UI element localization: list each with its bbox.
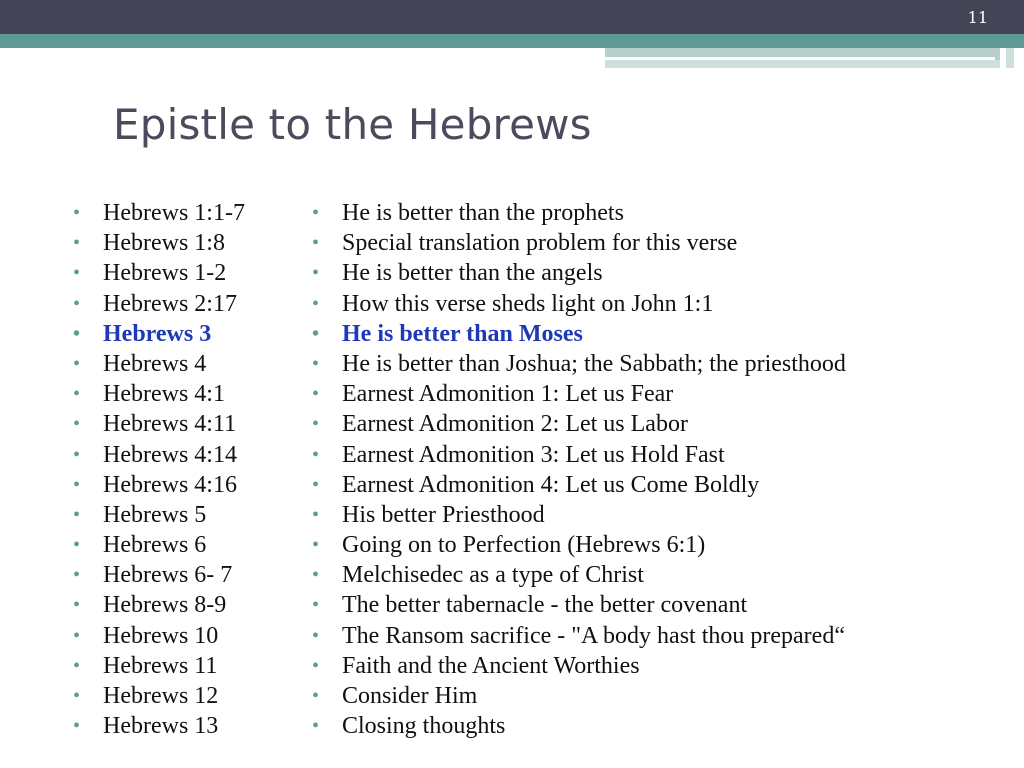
reference-item: • Hebrews 12 xyxy=(73,681,245,711)
topic-item: • He is better than the prophets xyxy=(312,198,846,228)
decorative-stripe xyxy=(605,60,1000,68)
topic-item: • How this verse sheds light on John 1:1 xyxy=(312,289,846,319)
reference-list xyxy=(73,198,245,741)
accent-band xyxy=(0,34,1024,48)
topic-item: • Earnest Admonition 4: Let us Come Boldly xyxy=(312,470,846,500)
page-number: 11 xyxy=(967,8,988,27)
reference-item: • Hebrews 6 xyxy=(73,530,245,560)
slide-title: Epistle to the Hebrews xyxy=(113,100,592,149)
topic-item: • He is better than the angels xyxy=(312,258,846,288)
decorative-stripe xyxy=(1006,48,1014,68)
reference-item: • Hebrews 4 xyxy=(73,349,245,379)
reference-item: • Hebrews 13 xyxy=(73,711,245,741)
topic-item: • He is better than Joshua; the Sabbath; the priesthood xyxy=(312,349,846,379)
topic-item: • Faith and the Ancient Worthies xyxy=(312,651,846,681)
topic-item: • Closing thoughts xyxy=(312,711,846,741)
reference-item: • Hebrews 4:14 xyxy=(73,440,245,470)
reference-item: • Hebrews 11 xyxy=(73,651,245,681)
decorative-stripe xyxy=(605,48,995,57)
topic-item: • Earnest Admonition 2: Let us Labor xyxy=(312,409,846,439)
topic-item: • Earnest Admonition 1: Let us Fear xyxy=(312,379,846,409)
reference-item: • Hebrews 6- 7 xyxy=(73,560,245,590)
topic-item: • Melchisedec as a type of Christ xyxy=(312,560,846,590)
reference-item: • Hebrews 8-9 xyxy=(73,590,245,620)
reference-item: • Hebrews 1:1-7 xyxy=(73,198,245,228)
topic-item: • He is better than Moses xyxy=(312,319,846,349)
reference-item: • Hebrews 3 xyxy=(73,319,245,349)
reference-item: • Hebrews 4:16 xyxy=(73,470,245,500)
topic-item: • Special translation problem for this verse xyxy=(312,228,846,258)
reference-item: • Hebrews 10 xyxy=(73,621,245,651)
reference-item: • Hebrews 4:11 xyxy=(73,409,245,439)
topic-item: • His better Priesthood xyxy=(312,500,846,530)
topic-item: • Consider Him xyxy=(312,681,846,711)
topic-item: • Going on to Perfection (Hebrews 6:1) xyxy=(312,530,846,560)
reference-item: • Hebrews 4:1 xyxy=(73,379,245,409)
reference-item: • Hebrews 1:8 xyxy=(73,228,245,258)
topic-list xyxy=(312,198,846,741)
reference-item: • Hebrews 2:17 xyxy=(73,289,245,319)
topic-item: • Earnest Admonition 3: Let us Hold Fast xyxy=(312,440,846,470)
header-bar xyxy=(0,0,1024,34)
topic-item: • The better tabernacle - the better covenant xyxy=(312,590,846,620)
topic-item: • The Ransom sacrifice - "A body hast thou prepared“ xyxy=(312,621,846,651)
reference-item: • Hebrews 1-2 xyxy=(73,258,245,288)
reference-item: • Hebrews 5 xyxy=(73,500,245,530)
